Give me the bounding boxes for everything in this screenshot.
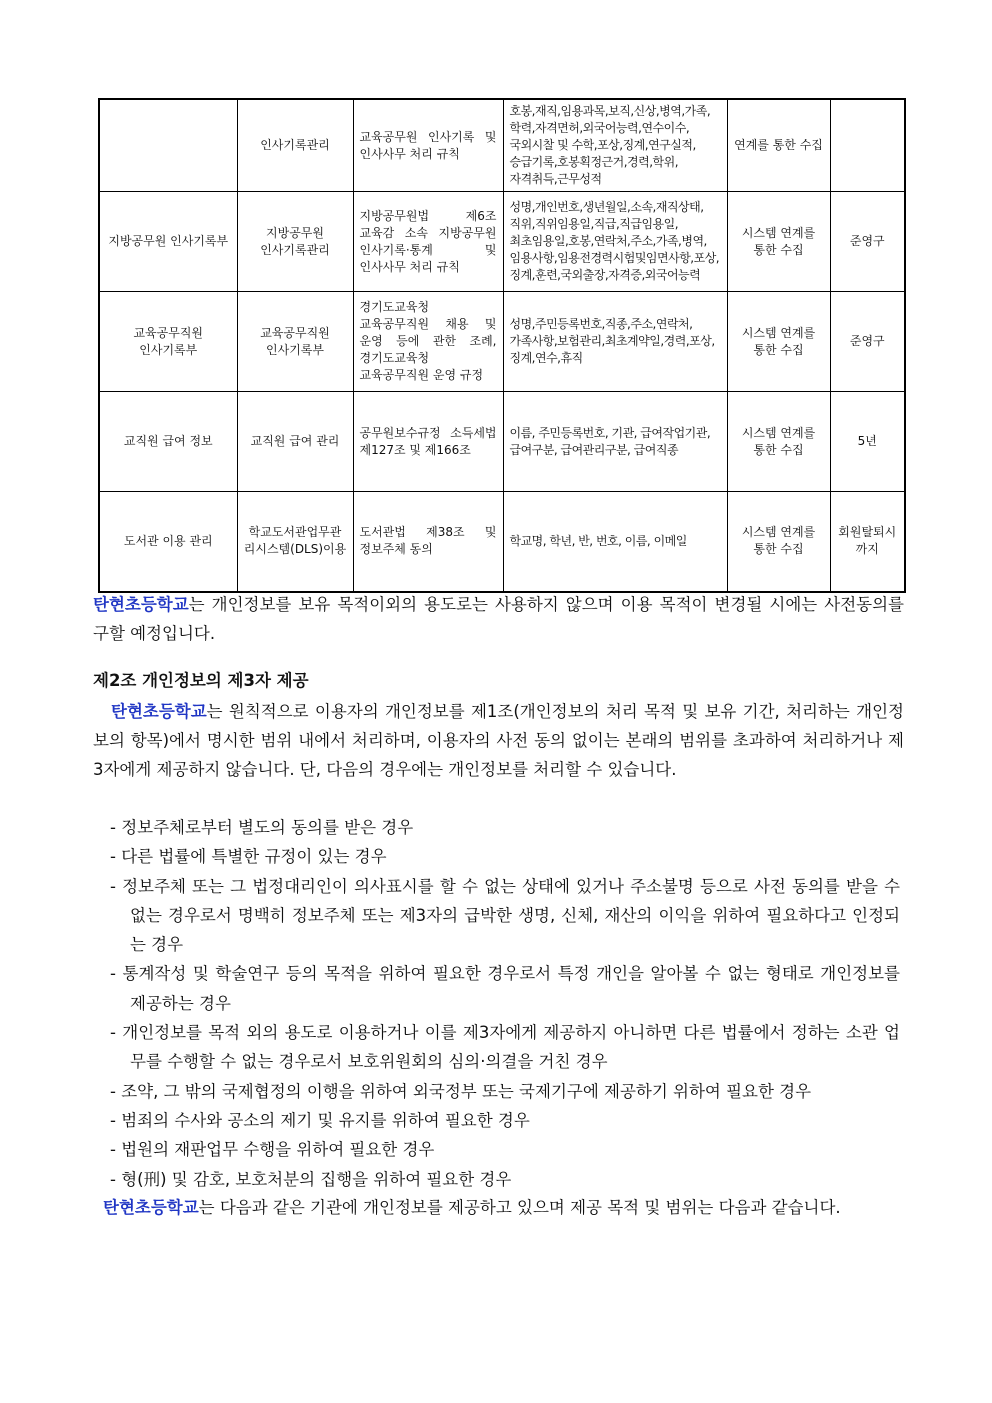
- info-items-cell: 호봉,재직,임용과목,보직,신상,병역,가족,학력,자격면허,외국어능력,연수이수,국외시찰 및 수학,포상,징계,연구실적,승급기록,호봉획정근거,경력,학위,자격취득,근무성적: [503, 99, 727, 192]
- info-items-cell: 성명,개인번호,생년월일,소속,재직상태,직위,직위임용일,직급,직급임용일,최초임용일,호봉,연락처,주소,가족,병역,임용사항,임용전경력시험및임면사항,포상,징계,훈련,국외출장,자격증,외국어능력: [503, 192, 727, 292]
- legal-basis-cell: 교육공무원 인사기록 및 인사사무 처리 규칙: [353, 99, 503, 192]
- list-item: - 범죄의 수사와 공소의 제기 및 유지를 위하여 필요한 경우: [110, 1110, 530, 1130]
- exception-cases-list: [110, 813, 900, 1194]
- file-name-cell: 지방공무원 인사기록부: [99, 192, 237, 292]
- retention-period-cell: 준영구: [830, 192, 905, 292]
- list-item: - 다른 법률에 특별한 규정이 있는 경우: [110, 847, 387, 867]
- table-row: [99, 192, 905, 292]
- retention-period-cell: [830, 99, 905, 192]
- legal-basis-cell: 지방공무원법 제6조 교육감 소속 지방공무원 인사기록·통계 및 인사사무 처리 규칙: [353, 192, 503, 292]
- personal-info-records-table: [98, 98, 906, 593]
- file-name-cell: 교육공무직원 인사기록부: [99, 292, 237, 392]
- retention-period-cell: 5년: [830, 392, 905, 492]
- info-items-cell: 성명,주민등록번호,직종,주소,연락처,가족사항,보험관리,최초계약일,경력,포상,징계,연수,휴직: [503, 292, 727, 392]
- system-name-cell: 학교도서관업무관리시스템(DLS)이용: [237, 492, 353, 592]
- school-name: 탄현초등학교: [111, 702, 207, 721]
- list-item: - 정보주체 또는 그 법정대리인이 의사표시를 할 수 없는 상태에 있거나 주소불명 등으로 사전 동의를 받을 수 없는 경우로서 명백히 정보주체 또는 제3자의 급박한 생명, 신체, 재산의 이익을 위하여 필요하다고 인정되는 경우: [110, 876, 900, 955]
- legal-basis-cell: 도서관법 제38조 및 정보주체 동의: [353, 492, 503, 592]
- table-row: [99, 392, 905, 492]
- paragraph-text: 는 원칙적으로 이용자의 개인정보를 제1조(개인정보의 처리 목적 및 보유 기간, 처리하는 개인정보의 항목)에서 명시한 범위 내에서 처리하며, 이용자의 사전 동의 없이는 본래의 범위를 초과하여 처리하거나 제3자에게 제공하지 않습니다. 단, 다음의 경우에는 개인정보를 처리할 수 있습니다.: [93, 702, 904, 779]
- system-name-cell: 교육공무직원 인사기록부: [237, 292, 353, 392]
- provision-institutions-paragraph: [93, 1193, 904, 1222]
- legal-basis-cell: 경기도교육청 교육공무직원 채용 및 운영 등에 관한 조례, 경기도교육청 교육공무직원 운영 규정: [353, 292, 503, 392]
- info-items-cell: 이름, 주민등록번호, 기관, 급여작업기관, 급여구분, 급여관리구분, 급여직종: [503, 392, 727, 492]
- list-item: - 형(刑) 및 감호, 보호처분의 집행을 위하여 필요한 경우: [110, 1169, 512, 1189]
- list-item: - 개인정보를 목적 외의 용도로 이용하거나 이를 제3자에게 제공하지 아니하면 다른 법률에서 정하는 소관 업무를 수행할 수 없는 경우로서 보호위원회의 심의·의결을 거친 경우: [110, 1023, 900, 1072]
- file-name-cell: [99, 99, 237, 192]
- table-row: [99, 492, 905, 592]
- collection-method-cell: 시스템 연계를 통한 수집: [727, 492, 830, 592]
- list-item: - 법원의 재판업무 수행을 위하여 필요한 경우: [110, 1140, 435, 1160]
- paragraph-text: 는 다음과 같은 기관에 개인정보를 제공하고 있으며 제공 목적 및 범위는 다음과 같습니다.: [198, 1198, 841, 1217]
- table-row: [99, 292, 905, 392]
- retention-period-cell: 회원탈퇴시까지: [830, 492, 905, 592]
- list-item: - 정보주체로부터 별도의 동의를 받은 경우: [110, 818, 414, 837]
- collection-method-cell: 연계를 통한 수집: [727, 99, 830, 192]
- file-name-cell: 교직원 급여 정보: [99, 392, 237, 492]
- collection-method-cell: 시스템 연계를 통한 수집: [727, 192, 830, 292]
- third-party-provision-paragraph: [93, 697, 904, 784]
- legal-basis-cell: 공무원보수규정 소득세법 제127조 및 제166조: [353, 392, 503, 492]
- list-item: - 조약, 그 밖의 국제협정의 이행을 위하여 외국정부 또는 국제기구에 제공하기 위하여 필요한 경우: [110, 1081, 812, 1101]
- file-name-cell: 도서관 이용 관리: [99, 492, 237, 592]
- system-name-cell: 지방공무원 인사기록관리: [237, 192, 353, 292]
- collection-method-cell: 시스템 연계를 통한 수집: [727, 292, 830, 392]
- system-name-cell: 교직원 급여 관리: [237, 392, 353, 492]
- usage-purpose-paragraph: [93, 590, 904, 648]
- section-heading: 제2조 개인정보의 제3자 제공: [93, 671, 309, 690]
- info-items-cell: 학교명, 학년, 반, 번호, 이름, 이메일: [503, 492, 727, 592]
- list-item: - 통계작성 및 학술연구 등의 목적을 위하여 필요한 경우로서 특정 개인을 알아볼 수 없는 형태로 개인정보를 제공하는 경우: [110, 964, 900, 1013]
- school-name: 탄현초등학교: [93, 595, 189, 614]
- retention-period-cell: 준영구: [830, 292, 905, 392]
- school-name: 탄현초등학교: [103, 1198, 199, 1217]
- collection-method-cell: 시스템 연계를 통한 수집: [727, 392, 830, 492]
- paragraph-text: 는 개인정보를 보유 목적이외의 용도로는 사용하지 않으며 이용 목적이 변경될 시에는 사전동의를 구할 예정입니다.: [93, 595, 904, 643]
- system-name-cell: 인사기록관리: [237, 99, 353, 192]
- table-row: [99, 99, 905, 192]
